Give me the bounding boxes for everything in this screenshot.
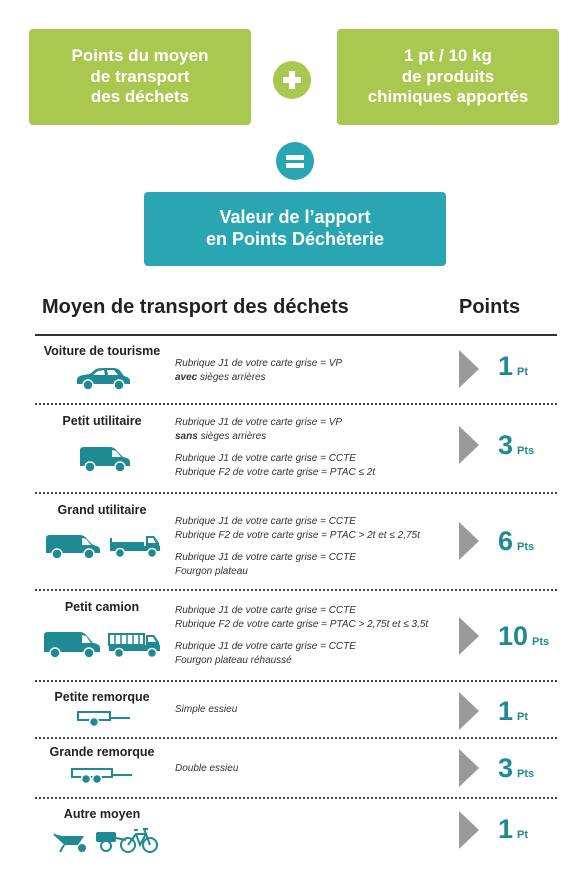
points-number: 3: [498, 430, 514, 460]
chemical-points-line: chimiques apportés: [367, 87, 529, 107]
description-line: Simple essieu: [175, 704, 238, 715]
points-unit: Pts: [517, 541, 535, 553]
plus-icon: [273, 61, 311, 99]
description-line: Rubrique J1 de votre carte grise = CCTE: [175, 552, 356, 563]
points-unit: Pts: [532, 636, 550, 648]
wheelbarrow-icon: [52, 830, 92, 854]
description-line: Rubrique F2 de votre carte grise = PTAC > 2,75t et ≤ 3,5t: [175, 618, 429, 630]
arrow-icon: [459, 811, 479, 849]
row-description: [175, 703, 237, 717]
points-value: [498, 814, 528, 845]
points-value: [498, 351, 528, 382]
row-divider: [35, 589, 557, 591]
transport-points-line: Points du moyen: [71, 46, 209, 66]
row-divider: [35, 797, 557, 799]
arrow-icon: [459, 749, 479, 787]
row-description: [175, 357, 342, 384]
result-line: en Points Déchèterie: [205, 229, 385, 249]
row-name: Petit camion: [64, 600, 140, 614]
points-number: 1: [498, 696, 514, 726]
points-unit: Pt: [517, 366, 529, 378]
chemical-points-line: de produits: [401, 66, 495, 86]
row-description: [175, 762, 238, 776]
row-description: [175, 604, 428, 667]
points-column-header: Points: [459, 296, 521, 318]
emphasis-word: sans: [175, 430, 198, 442]
description-text: sièges arrières: [200, 371, 266, 383]
bike-trailer-icon: [94, 826, 160, 854]
points-unit: Pts: [517, 445, 535, 457]
result-box: [144, 192, 446, 266]
single-axle-trailer-icon: [76, 708, 132, 728]
points-number: 3: [498, 753, 514, 783]
points-unit: Pt: [517, 711, 529, 723]
arrow-icon: [459, 350, 479, 388]
row-name: Petit utilitaire: [62, 414, 142, 428]
row-name: Autre moyen: [63, 807, 141, 821]
description-line: [175, 371, 342, 385]
description-line: Double essieu: [175, 763, 239, 774]
points-unit: Pts: [517, 768, 535, 780]
description-line: Rubrique J1 de votre carte grise = CCTE: [175, 516, 356, 527]
description-line: Rubrique J1 de votre carte grise = CCTE: [175, 605, 356, 616]
row-divider: [35, 492, 557, 494]
transport-column-header: Moyen de transport des déchets: [42, 296, 349, 318]
points-value: [498, 430, 534, 461]
row-description: [175, 515, 420, 578]
small-van-icon: [78, 444, 132, 474]
description-line: Fourgon plateau: [175, 565, 248, 577]
description-line: Rubrique J1 de votre carte grise = CCTE: [175, 641, 356, 652]
transport-points-box: [29, 29, 251, 125]
arrow-icon: [459, 426, 479, 464]
row-divider: [35, 680, 557, 682]
flatbed-truck-icon: [108, 532, 162, 560]
row-divider: [35, 737, 557, 739]
transport-points-line: de transport: [90, 66, 190, 86]
chemical-points-line: 1 pt / 10 kg: [404, 46, 492, 66]
description-line: [175, 430, 375, 444]
row-name: Voiture de tourisme: [43, 344, 161, 358]
raised-flatbed-truck-icon: [107, 630, 163, 660]
points-number: 6: [498, 526, 514, 556]
row-name: Petite remorque: [54, 690, 150, 704]
row-name: Grande remorque: [49, 745, 155, 759]
description-text: sièges arrières: [200, 430, 267, 442]
double-axle-trailer-icon: [70, 765, 134, 785]
points-number: 1: [498, 814, 514, 844]
points-value: [498, 753, 534, 784]
transport-points-line: des déchets: [90, 87, 190, 107]
header-divider: [35, 334, 557, 336]
points-value: [498, 696, 528, 727]
points-unit: Pt: [517, 829, 529, 841]
points-number: 1: [498, 351, 514, 381]
equals-icon: [276, 142, 314, 180]
emphasis-word: avec: [175, 371, 198, 383]
arrow-icon: [459, 617, 479, 655]
description-line: Rubrique J1 de votre carte grise = VP: [175, 417, 343, 428]
points-value: [498, 526, 534, 557]
row-divider: [35, 403, 557, 405]
description-line: Rubrique J1 de votre carte grise = CCTE: [175, 453, 356, 464]
car-icon: [74, 366, 132, 392]
large-van-icon: [42, 630, 102, 660]
description-line: Fourgon plateau réhaussé: [175, 654, 292, 666]
description-line: Rubrique F2 de votre carte grise = PTAC > 2t et ≤ 2,75t: [175, 529, 420, 541]
chemical-points-box: [337, 29, 559, 125]
result-line: Valeur de l’apport: [219, 207, 371, 228]
description-line: Rubrique F2 de votre carte grise = PTAC ≤ 2t: [175, 466, 376, 478]
van-icon: [44, 532, 102, 560]
row-description: [175, 416, 375, 479]
arrow-icon: [459, 522, 479, 560]
arrow-icon: [459, 692, 479, 730]
points-number: 10: [498, 621, 529, 651]
row-name: Grand utilitaire: [57, 503, 147, 517]
points-value: [498, 621, 549, 652]
description-line: Rubrique J1 de votre carte grise = VP: [175, 358, 343, 369]
